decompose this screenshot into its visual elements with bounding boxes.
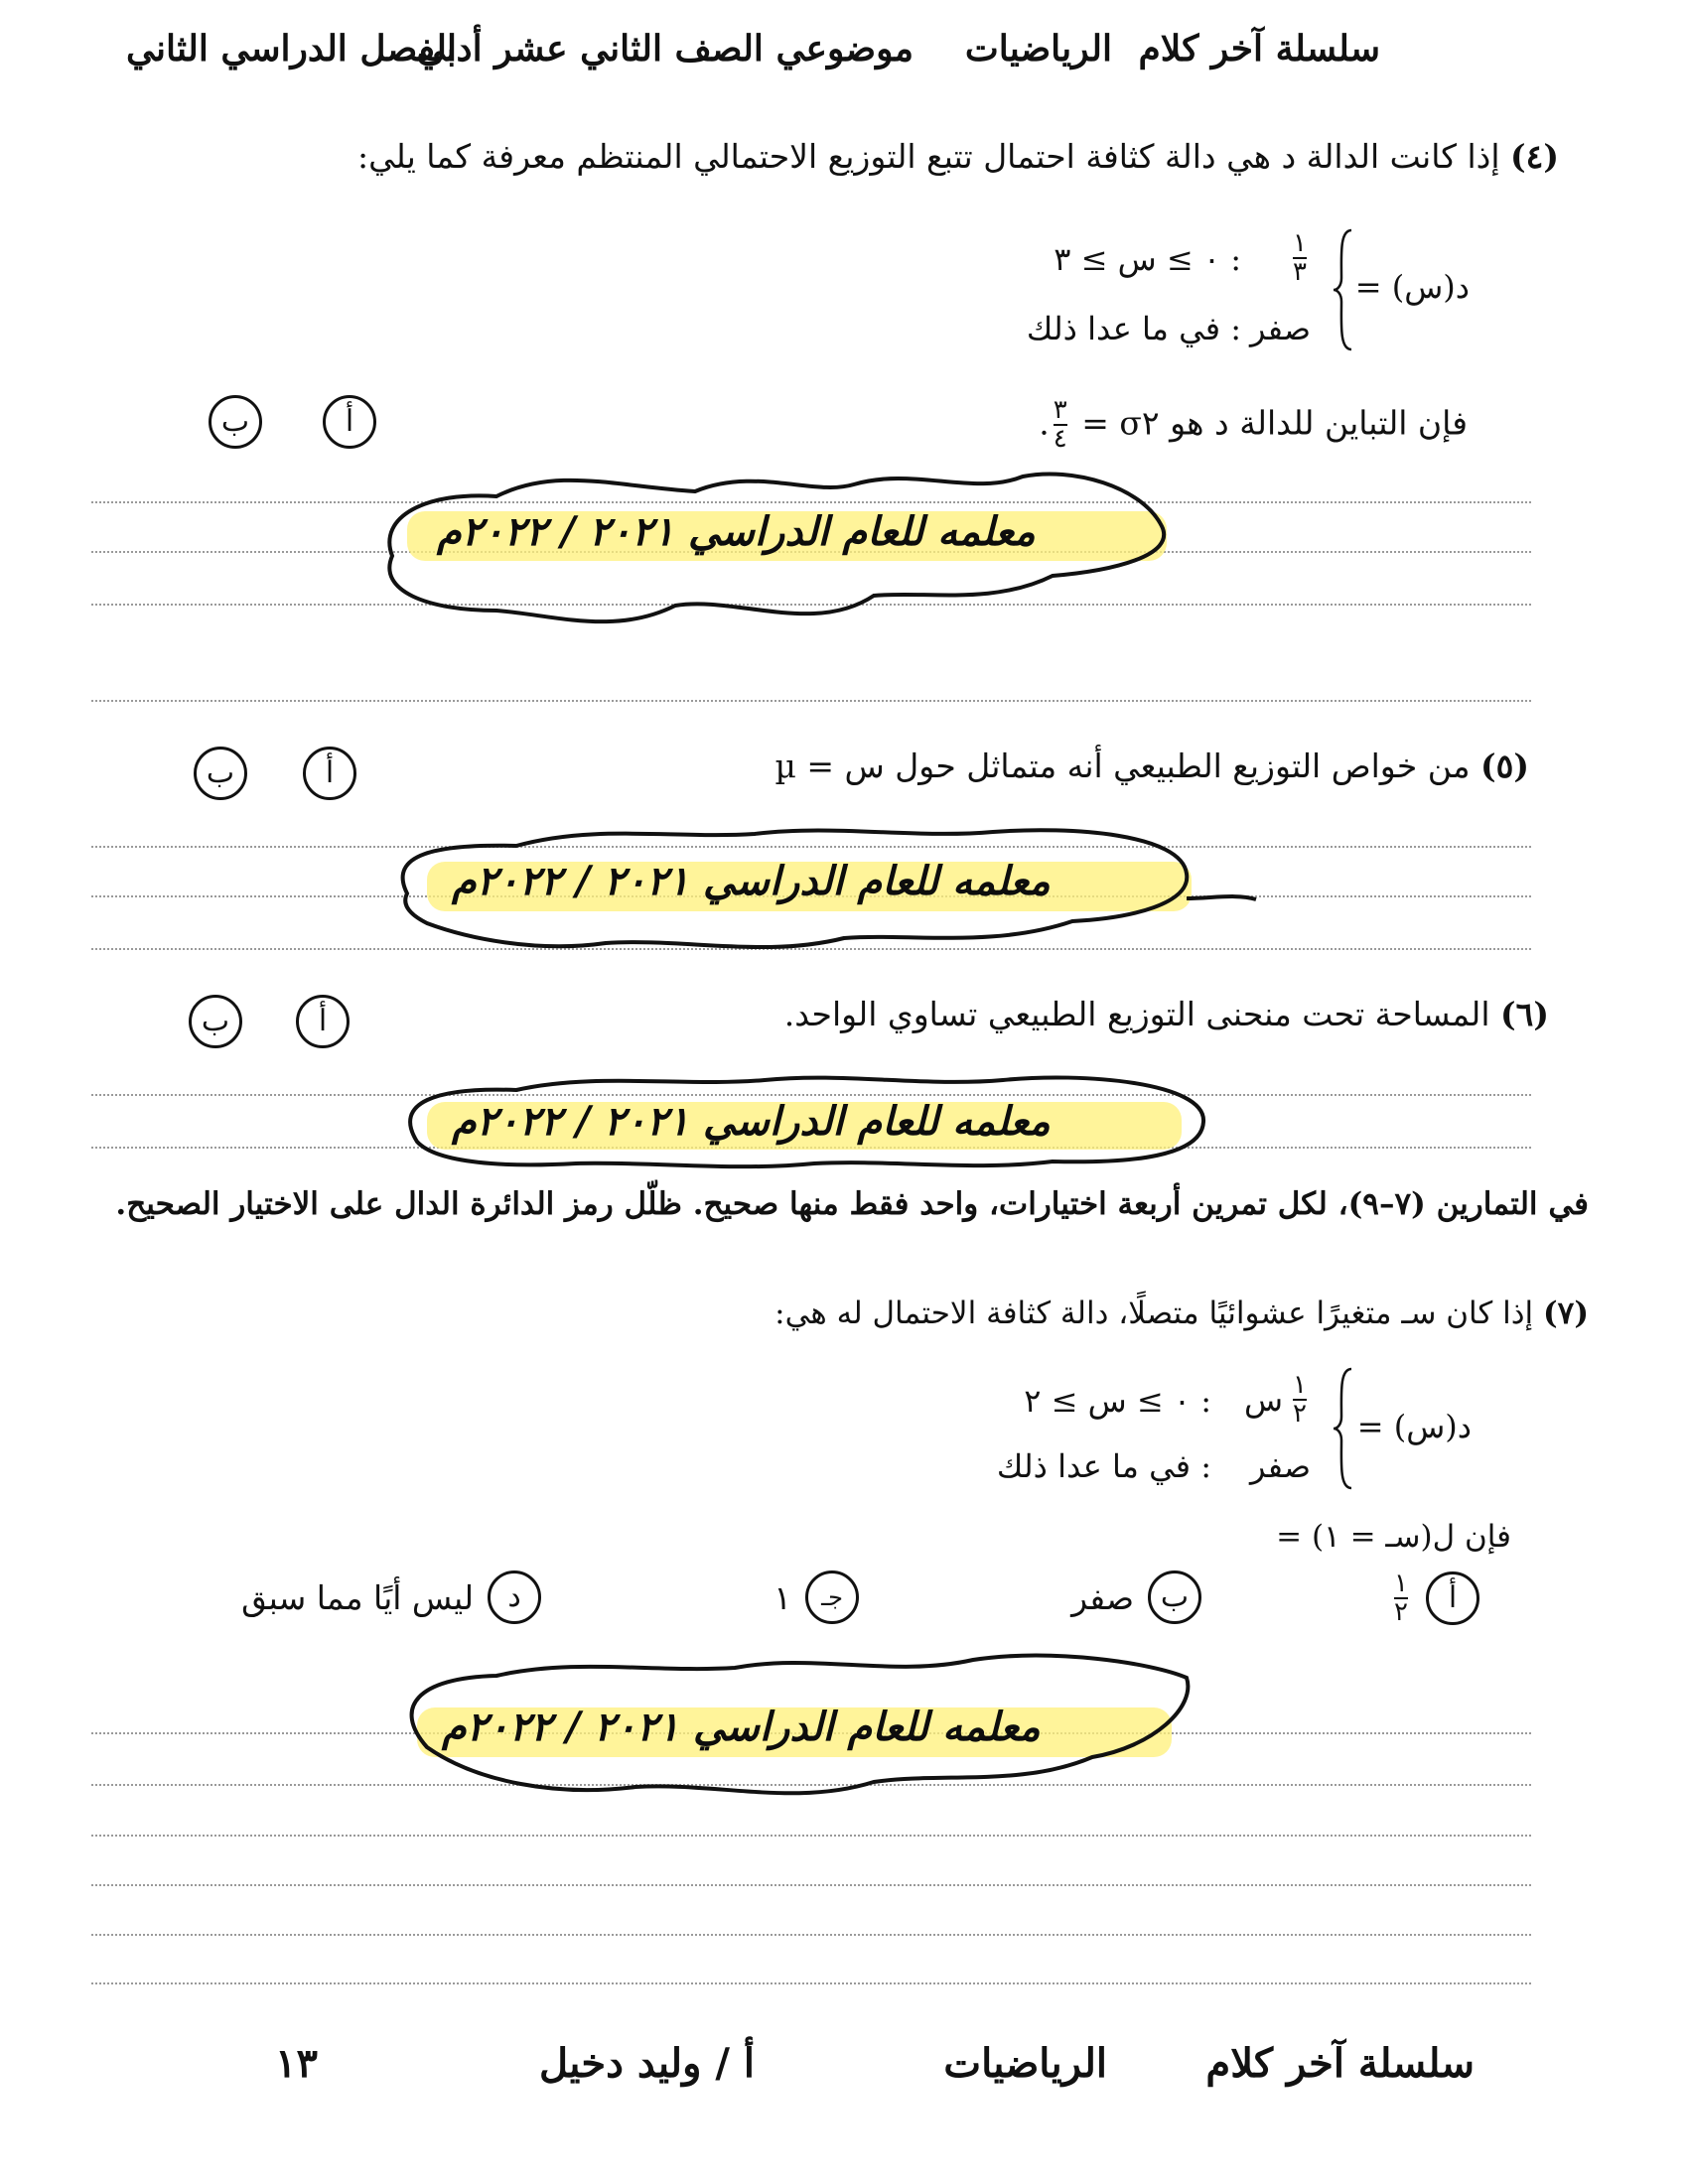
q4-frac-den: ٣ — [1293, 257, 1307, 288]
handwritten-note: معلمه للعام الدراسي ٢٠٢١ / ٢٠٢٢م — [442, 1704, 1041, 1750]
answer-line — [91, 604, 1531, 606]
q7-text-line — [774, 1296, 1589, 1331]
q7-var: س — [1243, 1381, 1284, 1420]
answer-line — [91, 1934, 1531, 1936]
q6-number: (٦) — [1500, 995, 1549, 1033]
page-number: ١٣ — [275, 2040, 318, 2087]
q7-option-c[interactable]: جـ — [805, 1570, 859, 1624]
q5-option-b[interactable]: ب — [194, 747, 247, 800]
q7-opt-a-num: ١ — [1394, 1569, 1408, 1598]
q7-option-a-fraction — [1394, 1570, 1408, 1627]
answer-line — [91, 846, 1531, 848]
answer-line — [91, 948, 1531, 950]
q4-number: (٤) — [1510, 137, 1559, 176]
q7-option-b-row[interactable] — [1071, 1570, 1201, 1624]
q4-option-a[interactable]: أ — [323, 395, 376, 449]
q5-option-a[interactable]: أ — [303, 747, 356, 800]
footer-series: سلسلة آخر كلام — [1205, 2040, 1475, 2087]
q4-fraction — [1293, 230, 1307, 287]
q7-cond1: : ٠ ≥ س ≥ ٢ — [1024, 1382, 1211, 1420]
q6-text-line — [784, 995, 1549, 1033]
exercise-instructions: في التمارين (٧–٩)، لكل تمرين أربعة اختيارات، واحد فقط منها صحيح. ظلّل رمز الدائرة الدال على الاختيار الصحيح. — [115, 1186, 1589, 1222]
header-semester: الفصل الدراسي الثاني — [126, 28, 457, 69]
q5-number: (٥) — [1480, 747, 1529, 785]
q7-question: فإن ل(سـ = ١) = — [1276, 1519, 1511, 1555]
q4-cond2: : في ما عدا ذلك — [1026, 310, 1241, 347]
q7-text: إذا كان سـ متغيرًا عشوائيًا متصلًا، دالة كثافة الاحتمال له هي: — [774, 1296, 1534, 1331]
q4-stmt-frac-num: ٣ — [1053, 395, 1067, 425]
q7-opt-a-den: ٢ — [1394, 1597, 1408, 1628]
answer-line — [91, 1094, 1531, 1096]
q4-cond1: : ٠ ≥ س ≥ ٣ — [1054, 240, 1241, 278]
q6-option-a[interactable]: أ — [296, 995, 350, 1048]
q7-frac-num: ١ — [1293, 1370, 1307, 1400]
q7-option-a-row[interactable] — [1390, 1570, 1479, 1627]
footer-author: أ / وليد دخيل — [539, 2040, 755, 2087]
q7-option-c-row[interactable] — [774, 1570, 859, 1624]
answer-line — [91, 1982, 1531, 1984]
header-topic: موضوعي الصف الثاني عشر أدبي — [416, 28, 914, 69]
header-subject: الرياضيات — [964, 28, 1112, 69]
q7-zero: صفر — [1249, 1447, 1311, 1485]
q7-option-d-row[interactable] — [241, 1570, 541, 1624]
q4-brace — [1332, 226, 1355, 353]
handwritten-note: معلمه للعام الدراسي ٢٠٢١ / ٢٠٢٢م — [437, 508, 1036, 555]
q4-zero: صفر — [1249, 310, 1311, 347]
handwritten-note: معلمه للعام الدراسي ٢٠٢١ / ٢٠٢٢م — [452, 1098, 1051, 1145]
q4-statement: فإن التباين للدالة د هو σ٢ = — [1081, 403, 1468, 443]
answer-line — [91, 700, 1531, 702]
q4-fn-lhs: د(س) = — [1354, 268, 1470, 306]
q4-text-line — [357, 137, 1559, 176]
q7-option-b[interactable]: ب — [1148, 1570, 1201, 1624]
q4-frac-num: ١ — [1293, 228, 1307, 258]
q4-stmt-fraction — [1054, 397, 1067, 454]
q7-frac-den: ٢ — [1293, 1399, 1307, 1430]
q6-text: المساحة تحت منحنى التوزيع الطبيعي تساوي الواحد. — [783, 995, 1490, 1033]
q7-fraction — [1293, 1372, 1307, 1429]
q4-stmt-frac-den: ٤ — [1053, 424, 1067, 455]
answer-line — [91, 501, 1531, 503]
handwritten-note: معلمه للعام الدراسي ٢٠٢١ / ٢٠٢٢م — [452, 858, 1051, 904]
footer-subject: الرياضيات — [943, 2040, 1107, 2087]
answer-line — [91, 1784, 1531, 1786]
answer-line — [91, 1884, 1531, 1886]
q7-cond2: : في ما عدا ذلك — [996, 1447, 1211, 1485]
q4-text: إذا كانت الدالة د هي دالة كثافة احتمال تتبع التوزيع الاحتمالي المنتظم معرفة كما يلي: — [357, 137, 1500, 176]
header-series: سلسلة آخر كلام — [1138, 28, 1380, 69]
q4-statement-line: فإن التباين للدالة د هو σ٢ = $\frac{٣}{٤}$ . — [1039, 395, 1468, 455]
q7-option-c-text: ١ — [774, 1577, 791, 1617]
q7-option-b-text: صفر — [1071, 1577, 1134, 1617]
q4-option-b[interactable]: ب — [209, 395, 262, 449]
q7-option-d-text: ليس أيًا مما سبق — [241, 1577, 474, 1617]
q5-text: من خواص التوزيع الطبيعي أنه متماثل حول س = µ — [774, 747, 1471, 785]
q7-number: (٧) — [1543, 1296, 1589, 1331]
q7-brace — [1332, 1365, 1355, 1492]
q6-option-b[interactable]: ب — [189, 995, 242, 1048]
q7-piece1 — [1244, 1372, 1311, 1429]
q7-option-a[interactable]: أ — [1426, 1571, 1479, 1625]
q5-text-line — [774, 747, 1529, 785]
answer-line — [91, 1835, 1531, 1837]
q4-piece1 — [1289, 230, 1311, 287]
q7-option-d[interactable]: د — [488, 1570, 541, 1624]
q7-fn-lhs: د(س) = — [1356, 1408, 1472, 1445]
